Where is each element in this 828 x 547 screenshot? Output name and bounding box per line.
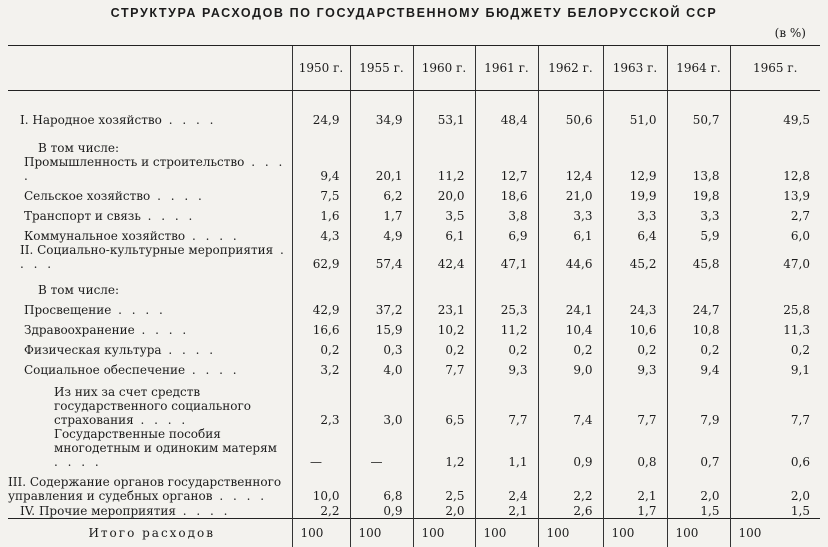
value-cell: 7,7 xyxy=(603,377,667,427)
value-cell: 0,8 xyxy=(603,427,667,469)
column-header: 1965 г. xyxy=(730,46,820,91)
value-cell: 9,3 xyxy=(475,357,538,377)
value-cell: 1,2 xyxy=(413,427,475,469)
leader-dots: . . . . xyxy=(134,322,190,337)
table-row xyxy=(8,271,820,297)
value-cell: 0,2 xyxy=(667,337,730,357)
column-header: 1960 г. xyxy=(413,46,475,91)
value-cell: 12,9 xyxy=(603,155,667,183)
value-cell: 2,6 xyxy=(538,503,603,519)
leader-dots: . . . . xyxy=(24,154,286,183)
value-cell: 1,7 xyxy=(603,503,667,519)
value-cell xyxy=(667,127,730,155)
row-label-text: II. Социально-культурные мероприятия xyxy=(20,242,274,257)
value-cell: 25,3 xyxy=(475,297,538,317)
row-label-text: Сельское хозяйство xyxy=(24,188,151,203)
total-label: Итого расходов xyxy=(8,519,292,547)
table-title: СТРУКТУРА РАСХОДОВ ПО ГОСУДАРСТВЕННОМУ БЮДЖЕТУ БЕЛОРУССКОЙ ССР xyxy=(110,6,718,20)
value-cell: 5,9 xyxy=(667,223,730,243)
value-cell: 2,2 xyxy=(538,469,603,503)
value-cell: 49,5 xyxy=(730,91,820,127)
value-cell: 3,5 xyxy=(413,203,475,223)
value-cell xyxy=(475,127,538,155)
value-cell: 44,6 xyxy=(538,243,603,271)
total-value: 100 xyxy=(603,519,667,547)
row-label-text: I. Народное хозяйство xyxy=(20,112,162,127)
value-cell: 0,2 xyxy=(603,337,667,357)
row-label-text: Из них за счет средств государственного социального страхования xyxy=(54,384,251,427)
value-cell: 9,0 xyxy=(538,357,603,377)
value-cell: 19,8 xyxy=(667,183,730,203)
row-label-text: Транспорт и связь xyxy=(24,208,141,223)
value-cell: 9,4 xyxy=(667,357,730,377)
table-row xyxy=(8,357,820,377)
value-cell: 11,3 xyxy=(730,317,820,337)
value-cell: 11,2 xyxy=(475,317,538,337)
table-row xyxy=(8,183,820,203)
value-cell: 3,8 xyxy=(475,203,538,223)
column-header: 1950 г. xyxy=(292,46,350,91)
value-cell: 10,6 xyxy=(603,317,667,337)
column-header: 1964 г. xyxy=(667,46,730,91)
row-label xyxy=(8,155,292,183)
value-cell: 12,4 xyxy=(538,155,603,183)
header-row xyxy=(8,46,820,91)
table-row xyxy=(8,427,820,469)
table-row xyxy=(8,243,820,271)
value-cell: 0,3 xyxy=(350,337,413,357)
value-cell: 25,8 xyxy=(730,297,820,317)
value-cell: 62,9 xyxy=(292,243,350,271)
value-cell: 10,4 xyxy=(538,317,603,337)
value-cell: 10,2 xyxy=(413,317,475,337)
value-cell: 0,2 xyxy=(538,337,603,357)
row-label-text: Здравоохранение xyxy=(24,322,135,337)
value-cell xyxy=(475,271,538,297)
value-cell: 7,5 xyxy=(292,183,350,203)
value-cell xyxy=(538,127,603,155)
value-cell xyxy=(730,127,820,155)
value-cell: 0,2 xyxy=(292,337,350,357)
row-label-text: IV. Прочие мероприятия xyxy=(20,504,176,518)
value-cell: 21,0 xyxy=(538,183,603,203)
value-cell: 6,8 xyxy=(350,469,413,503)
value-cell: 13,8 xyxy=(667,155,730,183)
row-label xyxy=(8,357,292,377)
total-value: 100 xyxy=(538,519,603,547)
row-label xyxy=(8,243,292,271)
row-label xyxy=(8,203,292,223)
value-cell: 4,9 xyxy=(350,223,413,243)
value-cell: 7,9 xyxy=(667,377,730,427)
value-cell: 6,2 xyxy=(350,183,413,203)
leader-dots: . . . . xyxy=(140,208,196,223)
row-label-text: Социальное обеспечение xyxy=(24,362,186,377)
value-cell xyxy=(603,127,667,155)
value-cell: — xyxy=(292,427,350,469)
value-cell: 7,7 xyxy=(413,357,475,377)
total-value: 100 xyxy=(292,519,350,547)
leader-dots: . . . . xyxy=(185,228,240,243)
value-cell: 3,2 xyxy=(292,357,350,377)
value-cell: 24,7 xyxy=(667,297,730,317)
header-label-cell xyxy=(8,46,292,91)
value-cell: 10,8 xyxy=(667,317,730,337)
value-cell: 0,7 xyxy=(667,427,730,469)
value-cell: 1,5 xyxy=(730,503,820,519)
value-cell: 1,5 xyxy=(667,503,730,519)
value-cell: 24,3 xyxy=(603,297,667,317)
value-cell: 42,9 xyxy=(292,297,350,317)
value-cell: — xyxy=(350,427,413,469)
value-cell: 0,9 xyxy=(350,503,413,519)
row-label-text: Промышленность и строительство xyxy=(24,154,245,169)
budget-structure-table xyxy=(8,45,820,547)
value-cell xyxy=(292,127,350,155)
value-cell: 0,2 xyxy=(475,337,538,357)
value-cell: 2,0 xyxy=(667,469,730,503)
value-cell: 10,0 xyxy=(292,469,350,503)
table-row xyxy=(8,223,820,243)
row-label xyxy=(8,317,292,337)
leader-dots: . . . . xyxy=(212,488,268,503)
value-cell: 19,9 xyxy=(603,183,667,203)
value-cell: 3,3 xyxy=(603,203,667,223)
value-cell: 47,0 xyxy=(730,243,820,271)
value-cell: 2,4 xyxy=(475,469,538,503)
row-label xyxy=(8,469,292,503)
row-label xyxy=(8,377,292,427)
leader-dots: . . . . xyxy=(111,302,166,317)
table-row xyxy=(8,503,820,519)
row-label xyxy=(8,337,292,357)
value-cell xyxy=(538,271,603,297)
value-cell: 24,9 xyxy=(292,91,350,127)
value-cell xyxy=(603,271,667,297)
value-cell: 9,1 xyxy=(730,357,820,377)
value-cell: 45,8 xyxy=(667,243,730,271)
value-cell: 2,1 xyxy=(475,503,538,519)
table-row xyxy=(8,91,820,127)
row-label xyxy=(8,271,292,297)
value-cell: 6,0 xyxy=(730,223,820,243)
value-cell: 48,4 xyxy=(475,91,538,127)
value-cell: 53,1 xyxy=(413,91,475,127)
table-row xyxy=(8,127,820,155)
value-cell: 37,2 xyxy=(350,297,413,317)
value-cell: 9,3 xyxy=(603,357,667,377)
column-header: 1955 г. xyxy=(350,46,413,91)
total-value: 100 xyxy=(413,519,475,547)
row-label xyxy=(8,91,292,127)
row-label-text: Коммунальное хозяйство xyxy=(24,228,186,243)
value-cell: 50,7 xyxy=(667,91,730,127)
value-cell: 0,9 xyxy=(538,427,603,469)
leader-dots: . . . . xyxy=(161,342,217,357)
unit-label: (в %) xyxy=(774,26,806,40)
table-row xyxy=(8,469,820,503)
value-cell xyxy=(730,271,820,297)
value-cell: 7,7 xyxy=(475,377,538,427)
value-cell xyxy=(292,271,350,297)
value-cell: 12,8 xyxy=(730,155,820,183)
row-label xyxy=(8,223,292,243)
value-cell: 13,9 xyxy=(730,183,820,203)
row-label xyxy=(8,503,292,519)
value-cell: 2,1 xyxy=(603,469,667,503)
value-cell xyxy=(350,271,413,297)
value-cell: 15,9 xyxy=(350,317,413,337)
value-cell: 16,6 xyxy=(292,317,350,337)
value-cell: 50,6 xyxy=(538,91,603,127)
total-value: 100 xyxy=(475,519,538,547)
value-cell: 51,0 xyxy=(603,91,667,127)
value-cell: 24,1 xyxy=(538,297,603,317)
total-value: 100 xyxy=(730,519,820,547)
value-cell xyxy=(413,127,475,155)
value-cell: 3,0 xyxy=(350,377,413,427)
value-cell: 2,7 xyxy=(730,203,820,223)
value-cell: 2,0 xyxy=(730,469,820,503)
value-cell xyxy=(350,127,413,155)
leader-dots: . . . . xyxy=(150,188,205,203)
total-value: 100 xyxy=(350,519,413,547)
row-label xyxy=(8,427,292,469)
value-cell: 7,7 xyxy=(730,377,820,427)
table-row xyxy=(8,377,820,427)
value-cell: 6,1 xyxy=(413,223,475,243)
row-label xyxy=(8,127,292,155)
column-header: 1961 г. xyxy=(475,46,538,91)
leader-dots: . . . . xyxy=(20,242,287,271)
value-cell: 20,0 xyxy=(413,183,475,203)
value-cell: 11,2 xyxy=(413,155,475,183)
table-row xyxy=(8,317,820,337)
value-cell: 42,4 xyxy=(413,243,475,271)
column-header: 1962 г. xyxy=(538,46,603,91)
table-row xyxy=(8,297,820,317)
row-label-text: В том числе: xyxy=(38,140,120,155)
value-cell: 4,0 xyxy=(350,357,413,377)
value-cell: 18,6 xyxy=(475,183,538,203)
value-cell: 23,1 xyxy=(413,297,475,317)
column-header: 1963 г. xyxy=(603,46,667,91)
value-cell: 2,3 xyxy=(292,377,350,427)
value-cell: 7,4 xyxy=(538,377,603,427)
value-cell: 34,9 xyxy=(350,91,413,127)
leader-dots: . . . . xyxy=(161,112,217,127)
value-cell: 0,6 xyxy=(730,427,820,469)
value-cell: 20,1 xyxy=(350,155,413,183)
table-row xyxy=(8,203,820,223)
value-cell: 4,3 xyxy=(292,223,350,243)
row-label xyxy=(8,297,292,317)
leader-dots: . . . . xyxy=(185,362,240,377)
value-cell: 3,3 xyxy=(538,203,603,223)
value-cell: 1,6 xyxy=(292,203,350,223)
row-label xyxy=(8,183,292,203)
value-cell: 1,7 xyxy=(350,203,413,223)
value-cell: 0,2 xyxy=(413,337,475,357)
value-cell: 12,7 xyxy=(475,155,538,183)
row-label-text: Физическая культура xyxy=(24,342,162,357)
value-cell: 47,1 xyxy=(475,243,538,271)
value-cell: 6,5 xyxy=(413,377,475,427)
value-cell: 2,5 xyxy=(413,469,475,503)
value-cell: 6,1 xyxy=(538,223,603,243)
row-label-text: Просвещение xyxy=(24,302,112,317)
value-cell: 6,4 xyxy=(603,223,667,243)
value-cell xyxy=(413,271,475,297)
leader-dots: . . . . xyxy=(54,454,102,469)
value-cell: 45,2 xyxy=(603,243,667,271)
row-label-text: Государственные пособия многодетным и одиноким матерям xyxy=(54,426,278,455)
table-row xyxy=(8,155,820,183)
value-cell: 2,2 xyxy=(292,503,350,519)
value-cell: 1,1 xyxy=(475,427,538,469)
value-cell: 0,2 xyxy=(730,337,820,357)
row-label-text: III. Содержание органов государственного управления и судебных органов xyxy=(8,474,282,503)
leader-dots: . . . . xyxy=(133,412,189,427)
value-cell: 3,3 xyxy=(667,203,730,223)
value-cell: 6,9 xyxy=(475,223,538,243)
value-cell xyxy=(667,271,730,297)
table-row xyxy=(8,337,820,357)
total-value: 100 xyxy=(667,519,730,547)
value-cell: 57,4 xyxy=(350,243,413,271)
leader-dots: . . . . xyxy=(175,504,231,518)
value-cell: 9,4 xyxy=(292,155,350,183)
value-cell: 2,0 xyxy=(413,503,475,519)
row-label-text: В том числе: xyxy=(38,282,120,297)
